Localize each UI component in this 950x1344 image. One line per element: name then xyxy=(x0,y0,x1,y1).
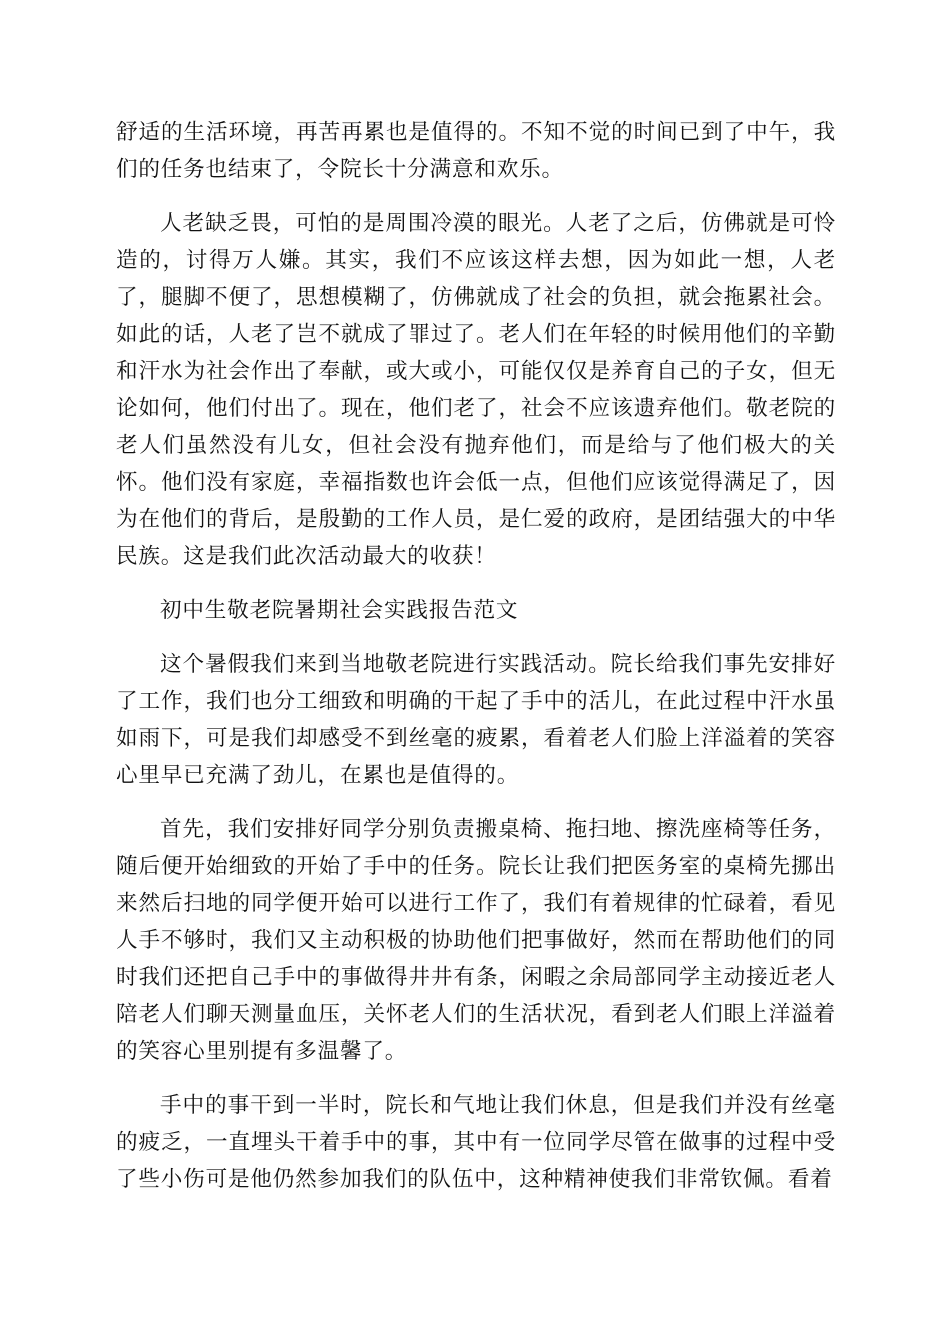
document-body xyxy=(116,114,836,1215)
paragraph-task-assignment: 首先，我们安排好同学分别负责搬桌椅、拖扫地、擦洗座椅等任务，随后便开始细致的开始了手中的任务。院长让我们把医务室的桌椅先挪出来然后扫地的同学便开始可以进行工作了，我们有着规律的忙碌着，看见人手不够时，我们又主动积极的协助他们把事做好，然而在帮助他们的同时我们还把自己手中的事做得井井有条，闲暇之余局部同学主动接近老人陪老人们聊天测量血压，关怀老人们的生活状况，看到老人们眼上洋溢着的笑容心里别提有多温馨了。 xyxy=(116,817,836,1064)
paragraph-halfway-rest: 手中的事干到一半时，院长和气地让我们休息，但是我们并没有丝毫的疲乏，一直埋头干着手中的事，其中有一位同学尽管在做事的过程中受了些小伤可是他仍然参加我们的队伍中，这种精神使我们非常钦佩。看着 xyxy=(116,1093,836,1192)
paragraph-continuation: 舒适的生活环境，再苦再累也是值得的。不知不觉的时间已到了中午，我们的任务也结束了，令院长十分满意和欢乐。 xyxy=(116,120,836,182)
paragraph-elderly-reflection: 人老缺乏畏，可怕的是周围冷漠的眼光。人老了之后，仿佛就是可怜造的，讨得万人嫌。其实，我们不应该这样去想，因为如此一想，人老了，腿脚不便了，思想模糊了，仿佛就成了社会的负担，就会拖累社会。如此的话，人老了岂不就成了罪过了。老人们在年轻的时候用他们的辛勤和汗水为社会作出了奉献，或大或小，可能仅仅是养育自己的子女，但无论如何，他们付出了。现在，他们老了，社会不应该遗弃他们。敬老院的老人们虽然没有儿女，但社会没有抛弃他们，而是给与了他们极大的关怀。他们没有家庭，幸福指数也许会低一点，但他们应该觉得满足了，因为在他们的背后，是殷勤的工作人员，是仁爱的政府，是团结强大的中华民族。这是我们此次活动最大的收获！ xyxy=(116,211,836,569)
section-heading: 初中生敬老院暑期社会实践报告范文 xyxy=(160,598,519,623)
paragraph-summer-visit: 这个暑假我们来到当地敬老院进行实践活动。院长给我们事先安排好了工作，我们也分工细致和明确的干起了手中的活儿，在此过程中汗水虽如雨下，可是我们却感受不到丝毫的疲累，看着老人们脸上洋溢着的笑容心里早已充满了劲儿，在累也是值得的。 xyxy=(116,652,836,788)
